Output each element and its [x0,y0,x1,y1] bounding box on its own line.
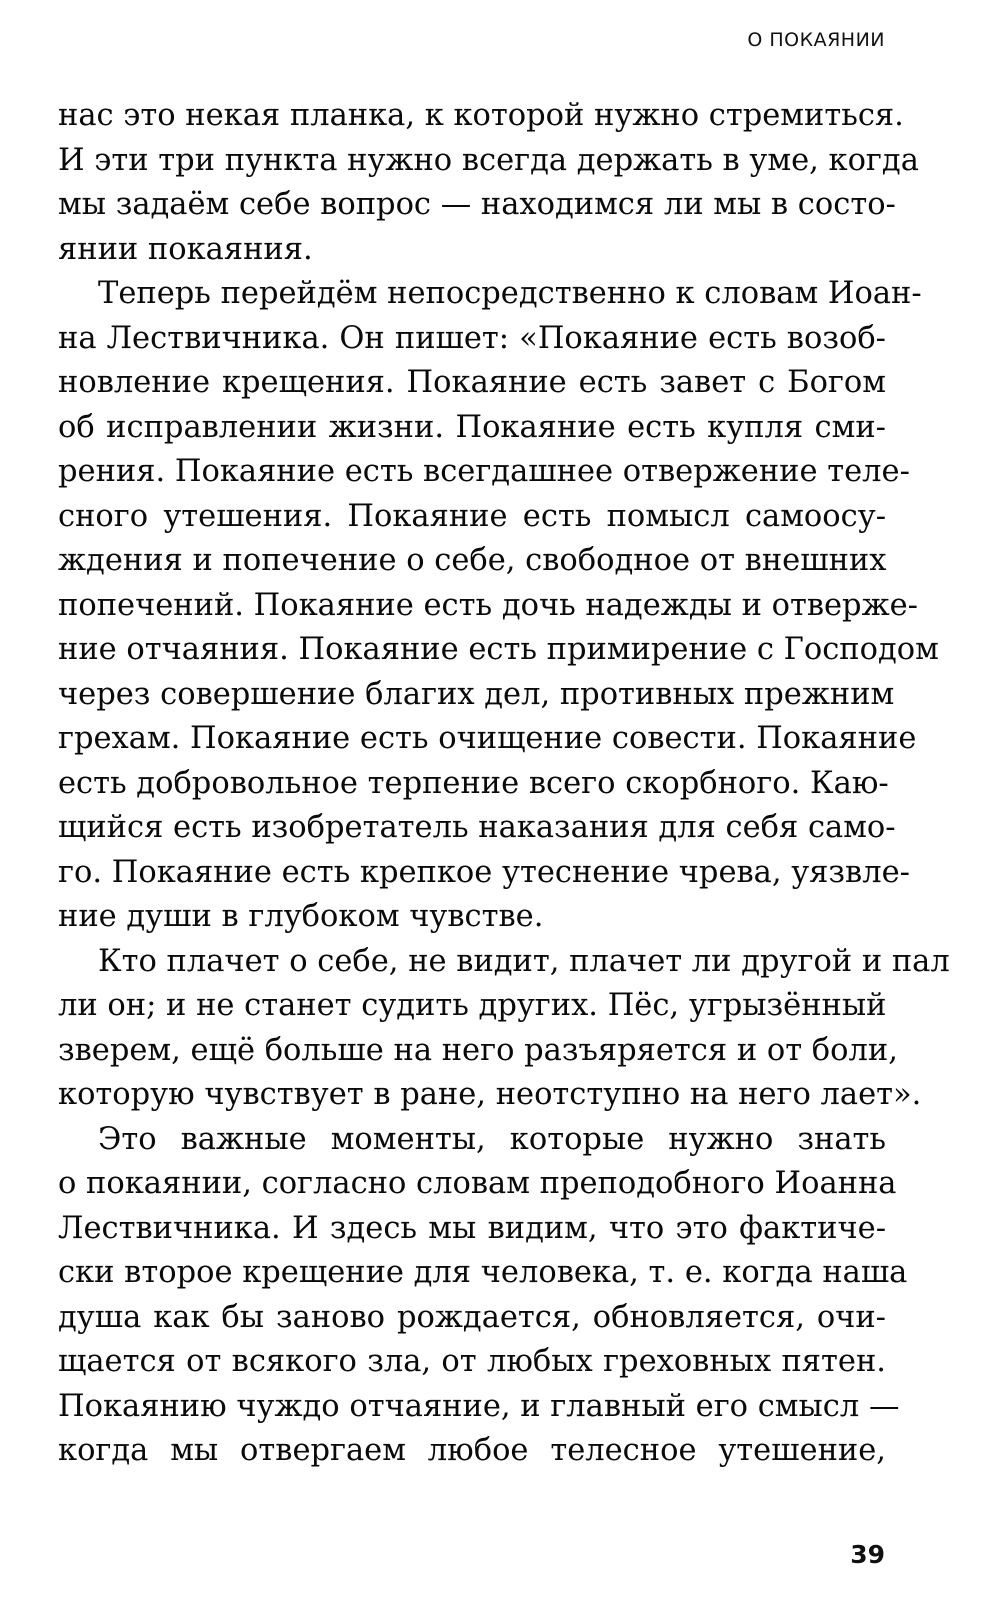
text-line: Лествичника. И здесь мы видим, что это фактиче- [58,1210,886,1246]
text-line: Теперь перейдём непосредственно к словам Иоан- [98,276,922,311]
text-line: мы задаём себе вопрос — находимся ли мы в состо- [58,187,896,222]
text-line: ли он; и не станет судить других. Пёс, угрызённый [58,988,887,1023]
text-line: есть добровольное терпение всего скорбного. Каю- [58,765,889,801]
text-line: щается от всякого зла, от любых греховных пятен. [58,1344,886,1379]
text-line: о покаянии, согласно словам преподобного Иоанна [58,1166,897,1201]
text-line: ждения и попечение о себе, свободное от внешних [58,543,887,578]
text-line: И эти три пункта нужно всегда держать в уме, когда [58,142,919,178]
text-line: ние души в глубоком чувстве. [58,899,544,934]
text-line: новление крещения. Покаяние есть завет с Богом [58,365,886,400]
text-line: сного утешения. Покаяние есть помысл самоосу- [58,498,886,534]
text-line: об исправлении жизни. Покаяние есть купля сми- [58,409,886,445]
text-line: попечений. Покаяние есть дочь надежды и отверже- [58,587,918,623]
text-line: щийся есть изобретатель наказания для себя само- [58,810,896,845]
text-line: нас это некая планка, к которой нужно стремиться. [58,98,904,133]
text-line: Это важные моменты, которые нужно знать [98,1121,886,1157]
text-line: грехам. Покаяние есть очищение совести. Покаяние [58,721,917,756]
text-line: которую чувствует в ране, неотступно на него лает». [58,1077,922,1112]
text-line: через совершение благих дел, противных прежним [58,676,895,712]
page-number: 39 [850,1540,885,1569]
text-line: на Лествичника. Он пишет: «Покаяние есть возоб- [58,320,886,356]
text-line: зверем, ещё больше на него разъяряется и от боли, [58,1032,898,1068]
text-line: янии покаяния. [58,231,313,267]
text-line: ние отчаяния. Покаяние есть примирение с Господом [58,632,939,667]
running-header: О ПОКАЯНИИ [747,29,885,51]
text-line: Кто плачет о себе, не видит, плачет ли другой и пал [98,943,950,979]
text-line: Покаянию чуждо отчаяние, и главный его смысл — [58,1388,900,1424]
text-line: ски второе крещение для человека, т. е. когда наша [58,1255,908,1290]
text-line: го. Покаяние есть крепкое утеснение чрева, уязвле- [58,854,910,890]
text-line: душа как бы заново рождается, обновляется, очи- [58,1299,886,1335]
text-line: рения. Покаяние есть всегдашнее отвержение теле- [58,454,910,489]
text-line: когда мы отвергаем любое телесное утешение, [58,1433,886,1468]
body-text [58,94,950,1474]
